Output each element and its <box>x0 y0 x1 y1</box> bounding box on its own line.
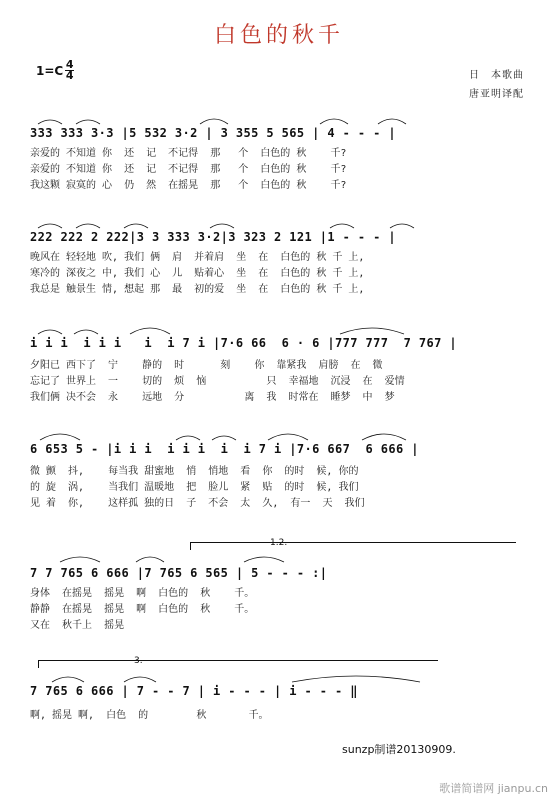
slur-arc <box>244 557 284 562</box>
lyric-line: 我这颗 寂寞的 心 仍 然 在摇晃 那 个 白色的 秋 千? <box>30 180 347 191</box>
lyric-line: 见 着 你, 这样孤 独的日 子 不会 太 久, 有一 天 我们 <box>30 498 365 509</box>
slur-arc <box>176 436 200 440</box>
notes-line: i i i i i i i i 7 i |7·6 66 6 · 6 |777 777 7 767 | <box>30 336 457 350</box>
lyric-line: 静静 在摇晃 摇晃 啊 白色的 秋 千。 <box>30 604 255 615</box>
volta-number: 1.2. <box>270 538 288 548</box>
notes-line: 333 333 3·3 |5 532 3·2 | 3 355 5 565 | 4 - - - | <box>30 126 396 140</box>
slur-arc <box>340 328 404 334</box>
slur-arc <box>200 119 228 124</box>
lyric-line: 亲爱的 不知道 你 还 记 不记得 那 个 白色的 秋 千? <box>30 164 347 175</box>
slur-arc <box>292 676 420 682</box>
lyric-line: 微 颤 抖, 每当我 甜蜜地 悄 悄地 看 你 的时 候, 你的 <box>30 466 359 477</box>
notes-line: 7 765 6 666 | 7 - - 7 | i - - - | i - - - ‖ <box>30 684 358 698</box>
slur-arc <box>124 677 156 682</box>
lyric-line: 的 旋 涡, 当我们 温暖地 把 脸儿 紧 贴 的时 候, 我们 <box>30 482 359 493</box>
slur-arc <box>330 224 354 228</box>
slur-arc <box>130 328 170 334</box>
arranger-credit: 唐亚明译配 <box>469 89 524 100</box>
key-prefix: 1=C <box>36 63 64 78</box>
transcriber-credit: sunzp制谱20130909. <box>342 743 456 756</box>
slur-arc <box>136 557 164 562</box>
site-watermark: 歌谱简谱网 jianpu.cn <box>439 782 548 795</box>
lyric-line: 身体 在摇晃 摇晃 啊 白色的 秋 千。 <box>30 588 255 599</box>
lyric-line: 我们俩 决不会 永 远地 分 离 我 时常在 睡梦 中 梦 <box>30 392 395 403</box>
time-denominator: 4 <box>65 69 74 82</box>
notes-line: 7 7 765 6 666 |7 765 6 565 | 5 - - - :| <box>30 566 328 580</box>
lyric-line: 我总是 触景生 情, 想起 那 最 初的爱 坐 在 白色的 秋 千 上, <box>30 284 365 295</box>
origin-credit: 日 本歌曲 <box>469 70 524 81</box>
slur-arc <box>76 120 100 124</box>
slur-arc <box>390 224 414 228</box>
volta-number: 3. <box>134 656 143 666</box>
notes-line: 6 653 5 - |i i i i i i i i 7 i |7·6 667 6 666 | <box>30 442 419 456</box>
slur-arc <box>60 557 100 562</box>
slur-arc <box>124 224 148 228</box>
slur-arc <box>38 330 62 334</box>
slur-arc <box>320 119 348 124</box>
slur-arc <box>210 224 234 228</box>
slur-arc <box>362 434 406 440</box>
lyric-line: 啊, 摇晃 啊, 白色 的 秋 千。 <box>30 710 269 721</box>
lyric-line: 又在 秋千上 摇晃 <box>30 620 125 631</box>
lyric-line: 寒冷的 深夜之 中, 我们 心 儿 贴着心 坐 在 白色的 秋 千 上, <box>30 268 365 279</box>
lyric-line: 晚风在 轻轻地 吹, 我们 俩 肩 并着肩 坐 在 白色的 秋 千 上, <box>30 252 365 263</box>
lyric-line: 亲爱的 不知道 你 还 记 不记得 那 个 白色的 秋 千? <box>30 148 347 159</box>
slur-arc <box>38 224 62 228</box>
slur-arc <box>40 434 80 440</box>
lyric-line: 忘记了 世界上 一 切的 烦 恼 只 幸福地 沉浸 在 爱情 <box>30 376 405 387</box>
lyric-line: 夕阳已 西下了 宁 静的 时 刻 你 靠紧我 肩膀 在 微 <box>30 360 383 371</box>
slur-arc <box>38 120 62 124</box>
slur-arc <box>52 677 84 682</box>
notes-line: 222 222 2 222|3 3 333 3·2|3 323 2 121 |1 - - - | <box>30 230 396 244</box>
slur-arc <box>212 436 236 440</box>
time-numerator: 4 <box>65 58 74 71</box>
slur-arc <box>76 224 100 228</box>
song-title: 白色的秋千 <box>213 23 344 48</box>
slur-arc <box>268 434 308 440</box>
slur-arc <box>378 119 406 124</box>
slur-arc <box>74 330 98 334</box>
